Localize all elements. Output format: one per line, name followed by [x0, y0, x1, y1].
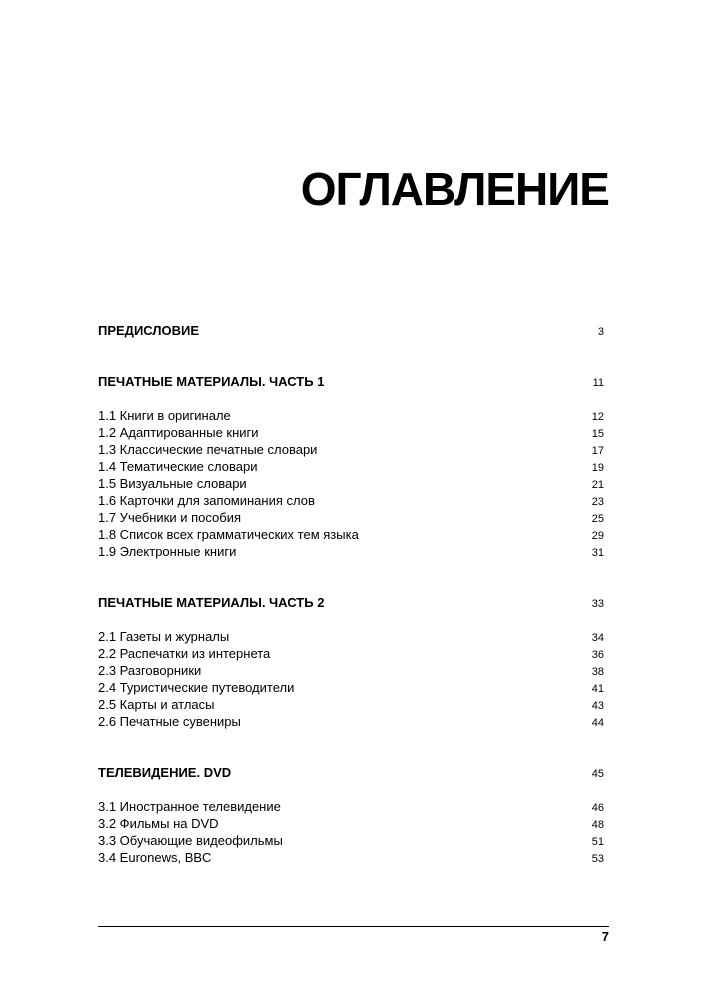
toc-page-number: 23: [591, 496, 604, 508]
toc-heading-section-2[interactable]: [98, 594, 604, 611]
toc-heading-label: ПЕЧАТНЫЕ МАТЕРИАЛЫ. ЧАСТЬ 2: [98, 595, 325, 610]
toc-item[interactable]: [98, 628, 604, 645]
toc-item-label: 1.1 Книги в оригинале: [98, 408, 231, 423]
toc-item[interactable]: [98, 696, 604, 713]
toc-item-label: 3.1 Иностранное телевидение: [98, 799, 281, 814]
toc-heading-label: ПЕЧАТНЫЕ МАТЕРИАЛЫ. ЧАСТЬ 1: [98, 374, 325, 389]
toc-page-number: 12: [591, 411, 604, 423]
toc-item-label: 1.5 Визуальные словари: [98, 476, 247, 491]
toc-item[interactable]: [98, 543, 604, 560]
table-of-contents: [98, 322, 604, 866]
toc-item-label: 3.3 Обучающие видеофильмы: [98, 833, 283, 848]
toc-page-number: 25: [591, 513, 604, 525]
toc-item[interactable]: [98, 441, 604, 458]
toc-item-label: 2.6 Печатные сувениры: [98, 714, 241, 729]
toc-item-label: 1.9 Электронные книги: [98, 544, 237, 559]
toc-item[interactable]: [98, 662, 604, 679]
toc-heading-label: ТЕЛЕВИДЕНИЕ. DVD: [98, 765, 232, 780]
toc-item[interactable]: [98, 798, 604, 815]
toc-item[interactable]: [98, 475, 604, 492]
toc-item-label: 1.6 Карточки для запоминания слов: [98, 493, 315, 508]
toc-page-number: 31: [591, 547, 604, 559]
toc-page-number: 17: [591, 445, 604, 457]
page-title: ОГЛАВЛЕНИЕ: [300, 163, 609, 215]
toc-page-number: 21: [591, 479, 604, 491]
page-number: 7: [601, 929, 609, 944]
toc-item[interactable]: [98, 492, 604, 509]
toc-item-label: 2.1 Газеты и журналы: [98, 629, 230, 644]
toc-item[interactable]: [98, 815, 604, 832]
toc-item[interactable]: [98, 458, 604, 475]
toc-page-number: 45: [591, 768, 604, 780]
toc-page-number: 15: [591, 428, 604, 440]
toc-heading-preface[interactable]: [98, 322, 604, 339]
toc-page-number: 34: [591, 632, 604, 644]
toc-item-label: 3.2 Фильмы на DVD: [98, 816, 219, 831]
toc-page-number: 53: [591, 853, 604, 865]
toc-item[interactable]: [98, 832, 604, 849]
toc-item-label: 1.7 Учебники и пособия: [98, 510, 242, 525]
toc-page-number: 11: [592, 377, 604, 389]
toc-heading-section-3[interactable]: [98, 764, 604, 781]
toc-item[interactable]: [98, 526, 604, 543]
toc-page-number: 36: [591, 649, 604, 661]
toc-page-number: 19: [591, 462, 604, 474]
toc-item[interactable]: [98, 679, 604, 696]
toc-page-number: 38: [591, 666, 604, 678]
toc-item[interactable]: [98, 713, 604, 730]
toc-item-label: 1.2 Адаптированные книги: [98, 425, 259, 440]
footer-divider: [98, 926, 609, 927]
toc-page-number: 41: [591, 683, 604, 695]
toc-item-label: 2.3 Разговорники: [98, 663, 202, 678]
toc-heading-section-1[interactable]: [98, 373, 604, 390]
toc-page-number: 33: [591, 598, 604, 610]
toc-page-number: 3: [597, 326, 604, 338]
toc-item[interactable]: [98, 407, 604, 424]
toc-item-label: 3.4 Euronews, BBC: [98, 850, 212, 865]
toc-item-label: 1.3 Классические печатные словари: [98, 442, 318, 457]
toc-item-label: 2.2 Распечатки из интернета: [98, 646, 271, 661]
toc-item-label: 2.5 Карты и атласы: [98, 697, 215, 712]
toc-page-number: 51: [591, 836, 604, 848]
toc-item[interactable]: [98, 509, 604, 526]
toc-item[interactable]: [98, 645, 604, 662]
toc-page-number: 46: [591, 802, 604, 814]
toc-item-label: 1.8 Список всех грамматических тем языка: [98, 527, 359, 542]
toc-item[interactable]: [98, 849, 604, 866]
toc-heading-label: ПРЕДИСЛОВИЕ: [98, 323, 199, 338]
toc-item-label: 2.4 Туристические путеводители: [98, 680, 295, 695]
toc-page-number: 29: [591, 530, 604, 542]
toc-page-number: 43: [591, 700, 604, 712]
toc-item-label: 1.4 Тематические словари: [98, 459, 258, 474]
toc-item[interactable]: [98, 424, 604, 441]
toc-page-number: 44: [591, 717, 604, 729]
toc-page-number: 48: [591, 819, 604, 831]
